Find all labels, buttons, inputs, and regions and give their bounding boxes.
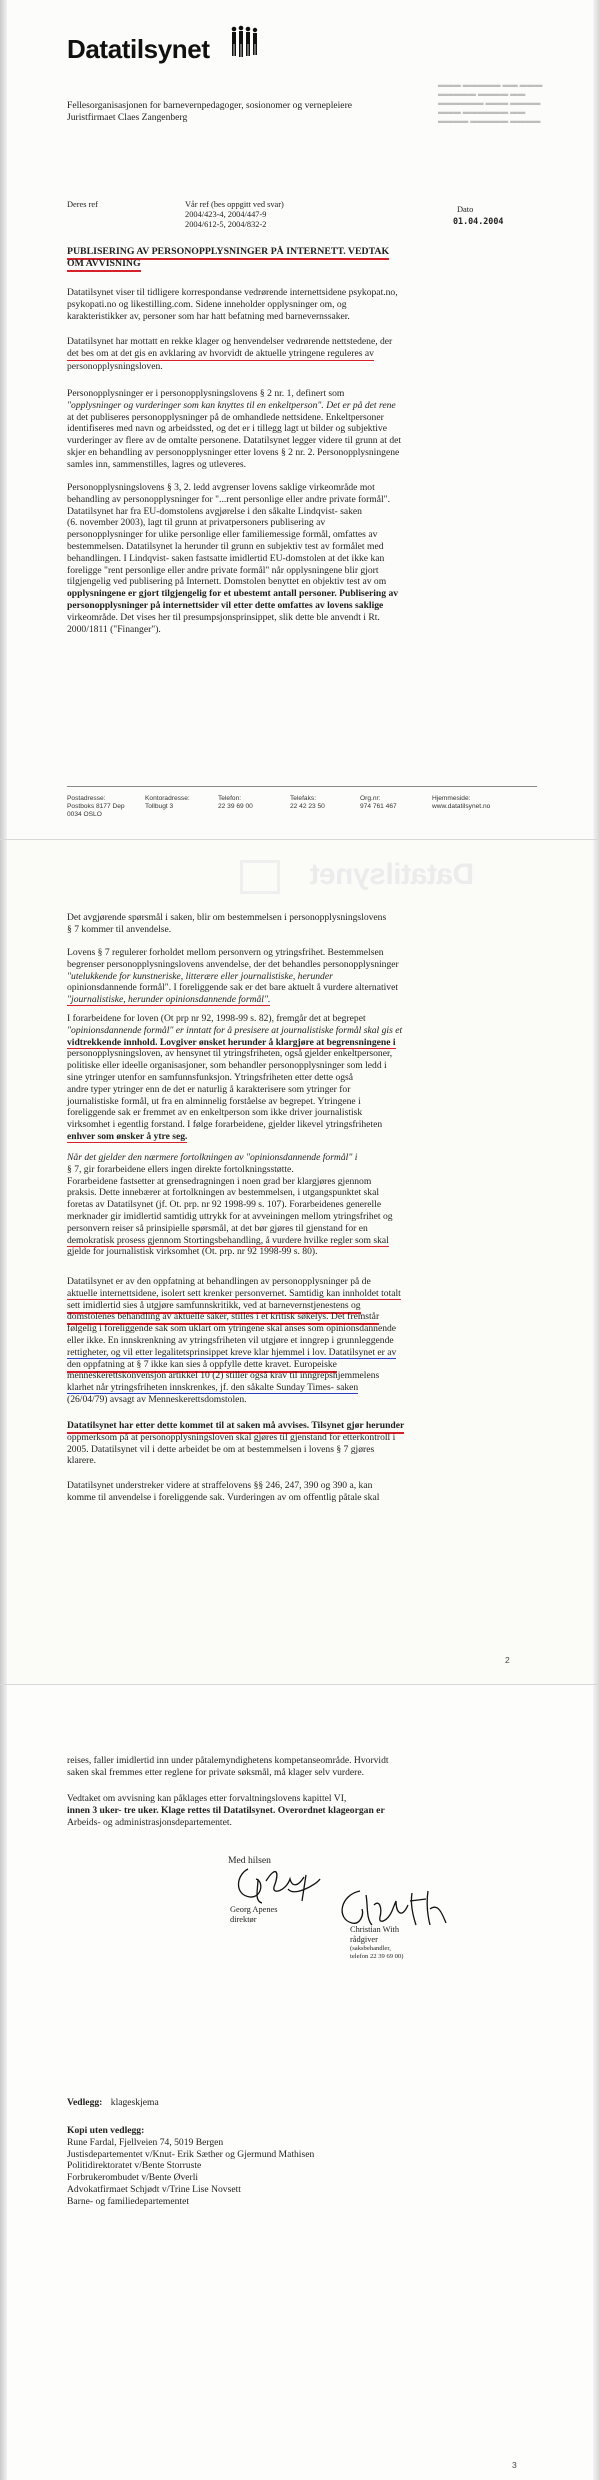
paragraph [67,1152,393,1258]
scan-edge [0,1685,7,2480]
text-line: Lovens § 7 regulerer forholdet mellom personvern og ytringsfrihet. Bestemmelsen [67,947,384,958]
text-line: personopplysninger for ulike personlige eller familiemessige formål, omfattes av [67,529,378,541]
text-line: Datatilsynet har fra EU-domstolens avgjørelse i den såkalte Lindqvist- saken [67,505,362,517]
footer-label: Telefaks: [290,795,317,802]
footer-value: Tollbugt 3 [145,803,174,811]
footer-label: Org.nr: [360,795,381,802]
text-span-underlined: den oppfatning at § 7 ikke kan sies å oppfylle dette kravet. Europeiske [67,1359,337,1373]
text-span-underlined: klarhet når ytringsfriheten innskrenkes, jf. den såkalte Sunday Times- saken [67,1382,359,1394]
page-number: 2 [505,1655,510,1665]
bleed-through-text: ▬▬▬ ▬▬▬▬▬ ▬▬ ▬▬▬ ▬▬▬▬▬ ▬▬▬▬ ▬▬ ▬▬▬▬▬▬ ▬▬▬ ▬▬▬▬ ▬▬▬ ▬▬▬▬▬▬ ▬▬ ▬▬▬▬ ▬▬▬▬▬ ▬▬▬▬ [438,80,543,125]
scan-edge [593,1685,600,2480]
text-line [67,1311,401,1323]
footer-value: Postboks 8177 Dep [67,803,125,811]
list-item: Politidirektoratet v/Bente Storruste [67,2160,202,2172]
text-line: foretas av Datatilsynet (jf. Ot. prp. nr 92 1998-99 s. 107). Forarbeidenes generelle [67,1199,382,1211]
paragraph [67,1276,401,1406]
date-label: Dato [457,205,474,214]
signature-apenes [228,1861,328,1909]
text-line: Forarbeidene fastsetter at grensedragningen i noen grad ber klargjøres gjennom [67,1175,372,1187]
text-line: klarere. [67,1455,97,1467]
text-line: Personopplysningslovens § 3, 2. ledd avgrenser lovens saklige virkeområde mot [67,482,375,493]
signer-note: (saksbehandler, [350,1945,391,1952]
date-stamp: 01.04.2004 [453,216,504,226]
scan-edge [593,840,600,1684]
text-line: følgelig i foreliggende sak som uklart om ytringene skal anses som opinionsdannende [67,1323,397,1335]
text-line: skjer en behandling av personopplysninger etter lovens § 2 nr. 2. Personopplysningene [67,446,400,458]
letter-page-1 [0,0,600,840]
var-ref-label: Vår ref (bes oppgitt ved svar) [185,200,284,209]
footer-value: 22 42 23 50 [290,803,325,811]
recipient-line: Juristfirmaet Claes Zangenberg [67,111,188,123]
text-line: reises, faller imidlertid inn under påtalemyndighetens kompetanseområde. Hvorvidt [67,1755,389,1766]
text-line [67,994,399,1006]
text-line: foreliggende sak er fremmet av en enkeltperson som ikke driver journalistisk [67,1107,363,1119]
text-line: vurderinger av flere av de omtalte personene. Datatilsynet legger videre til grunn at det [67,435,402,447]
paragraph [67,287,398,322]
text-line: merknader gir imidlertid samtidig uttrykk for at avveiningen mellom ytringsfrihet og [67,1210,393,1222]
text-line: personvern reiser så prinsipielle spørsmål, at det bør gjøres til gjenstand for en [67,1222,368,1234]
text-line: behandlingen. I Lindqvist- saken fastsatte imidlertid EU-domstolen at det ikke kan [67,552,385,564]
text-span-underlined: rettigheter, og vil etter legalitetsprinsippet kreve klar hjemmel i lov. Datatilsynet er av [67,1346,397,1358]
signer-name: Christian With [350,1925,400,1934]
list-item: Advokatfirmaet Schjødt v/Trine Lise Novsett [67,2183,241,2195]
letter-page-2 [0,840,600,1685]
text-line: samles inn, sammenstilles, lagres og utleveres. [67,458,247,470]
text-line: praksis. Dette innebærer at fortolkningen av bestemmelsen, i utgangspunktet skal [67,1187,379,1199]
title-line-text: OM AVVISNING [67,258,141,272]
text-line [67,1288,401,1300]
footer-value: 0034 OSLO [67,811,102,819]
text-line: Det avgjørende spørsmål i saken, blir om bestemmelsen i personopplysningslovens [67,912,387,923]
signer-title: direktør [230,1915,257,1924]
footer-value: 974 761 467 [360,803,397,811]
title-line [67,246,389,258]
text-line: virksomhet i egentlig forstand. I følge forarbeidene, gjelder likevel ytringsfriheten [67,1119,383,1131]
text-line: virkeområde. Det vises her til presumpsjonsprinsippet, slik dette ble anvendt i Rt. [67,611,380,623]
paragraph [67,1755,389,1779]
footer-value: www.datatilsynet.no [432,803,491,811]
paragraph [67,388,401,471]
ref-number-line: 2004/612-5, 2004/832-2 [185,220,267,229]
footer-office-address [145,795,190,811]
text-line: "opinionsdannende formål" er inntatt for å presisere at journalistiske formål skal gis et [67,1024,403,1036]
text-line: I forarbeidene for loven (Ot prp nr 92, 1998-99 s. 82), fremgår det at begrepet [67,1013,366,1024]
text-line: opinionsdannende formål". I foreliggende sak er det bare aktuelt å vurdere alternativet [67,982,399,994]
text-span-underlined: Datatilsynet har etter dette kommet til at saken må avvises. Tilsynet gjør herunder [67,1420,404,1434]
text-line: Datatilsynet har mottatt en rekke klager og henvendelser vedrørende nettstedene, der [67,336,393,347]
text-line: Datatilsynet viser til tidligere korrespondanse vedrørende internettsidene psykopat.no, [67,287,398,298]
text-line [67,1131,402,1143]
list-item: Barne- og familiedepartementet [67,2195,189,2207]
scan-edge [0,840,7,1684]
page-number: 3 [512,2460,517,2470]
attachment-label: Vedlegg: [67,2097,103,2108]
list-item: Forbrukerombudet v/Bente Øverli [67,2172,199,2184]
footer-label: Kontoradresse: [145,795,190,802]
paragraph [67,1480,379,1504]
text-line: identifiseres med navn og arbeidssted, og det er i tillegg lagt ut bilder og subjektive [67,423,387,435]
text-line: 2005. Datatilsynet vil i dette arbeidet be om at bestemmelsen i lovens § 7 gjøres [67,1443,375,1455]
footer-fax [290,795,325,811]
people-figures-logo-icon [230,24,260,60]
text-line: sine ytringer utenfor en samfunnsfunksjon. Ytringsfriheten etter dette også [67,1071,354,1083]
letter-page-3 [0,1685,600,2480]
text-line: politiske eller ideelle organisasjoner, som behandler personopplysninger som ledd i [67,1060,387,1072]
bleed-through-logo-text: Datatilsynet [310,858,475,891]
footer-homepage [432,795,490,811]
paragraph [67,947,399,1006]
text-line: (26/04/79) avsagt av Menneskerettsdomstolen. [67,1393,247,1405]
paragraph [67,482,398,635]
paragraph [67,912,386,936]
text-line [67,1037,402,1049]
signer-note: telefon 22 39 69 00) [350,1953,404,1960]
greeting: Med hilsen [228,1855,271,1866]
text-line [67,1235,393,1247]
attachment-line [67,2097,159,2109]
scan-edge [593,0,600,839]
signer-title: rådgiver [350,1935,378,1944]
footer-postal-address [67,795,125,820]
text-line: eller ikke. En innskrenkning av ytringsfriheten vil utgjøre et inngrep i grunnleggende [67,1334,394,1346]
text-span-underlined: aktuelle internettsidene, isolert sett krenker personvernet. Samtidig kan innholdet totalt [67,1287,401,1299]
text-line: Datatilsynet understreker videre at straffelovens §§ 246, 247, 390 og 390 a, kan [67,1480,373,1491]
signer-block [230,1905,278,1925]
text-line: "utelukkende for kunstneriske, litterære eller journalistiske, herunder [67,970,333,982]
signer-block [350,1925,403,1961]
footer-label: Telefon: [218,795,242,802]
text-line [67,1382,401,1394]
text-line: personopplysningsloven. [67,360,163,372]
paragraph [67,336,392,372]
text-line: opplysningene er gjort tilgjengelig for et ubestemt antall personer. Publisering av [67,588,399,600]
paragraph [67,1013,402,1143]
text-line: behandling av personopplysninger for "...rent personlige eller andre private formål". [67,493,390,505]
text-line: psykopati.no og likestilling.com. Sidene inneholder opplysninger om, og [67,298,347,310]
text-line: bestemmelsen. Datatilsynet la herunder til grunn en subjektiv test av formålet med [67,540,384,552]
footer-divider [67,786,537,787]
text-span-underlined: sett imidlertid sies å utgjøre samfunnskritikk, ved at barnevernstjenestens og [67,1300,361,1314]
copy-recipients [67,2125,314,2208]
text-line: saken skal fremmes etter reglene for private søksmål, må klager selv vurdere. [67,1766,365,1778]
copy-heading: Kopi uten vedlegg: [67,2125,145,2136]
text-line: karakteristikker av, personer som har hatt befatning med barnevernssaker. [67,310,350,322]
text-line: "opplysninger og vurderinger som kan knyttes til en enkeltperson". Det er på det rene [67,399,396,411]
footer-label: Hjemmeside: [432,795,471,802]
footer-value: 22 39 69 00 [218,803,253,811]
text-line [67,1420,404,1432]
datatilsynet-logo-text: Datatilsynet [67,34,210,64]
list-item: Justisdepartementet v/Knut- Erik Sæther og Gjermund Mathisen [67,2148,315,2160]
deres-ref-label: Deres ref [67,200,98,209]
text-line: andre typer ytringer enn de det er naturlig å karakterisere som ytringer for [67,1083,351,1095]
text-line: personopplysningsloven, av hensynet til ytringsfriheten, også gjelder enkeltpersoner, [67,1048,393,1060]
footer-label: Postadresse: [67,795,106,802]
text-line: § 7, gir forarbeidene ellers ingen direkte fortolkningsstøtte. [67,1163,294,1175]
text-line: innen 3 uker- tre uker. Klage rettes til Datatilsynet. Overordnet klageorgan er [67,1804,385,1816]
text-line: gjelde for journalistisk virksomhet (Ot. prp. nr 92 1998-99 s. 80). [67,1246,318,1258]
text-line: Datatilsynet er av den oppfatning at behandlingen av personopplysninger på de [67,1276,371,1287]
text-span-underlined: vidtrekkende innhold. Lovgiver ønsket herunder å klargjøre at begrensningene i [67,1036,396,1048]
text-line: (6. november 2003), lagt til grunn at privatpersoners publisering av [67,517,326,529]
text-line [67,1347,401,1359]
letter-title [67,246,389,270]
recipient-line: Fellesorganisasjonen for barnevernpedagoger, sosionomer og vernepleiere [67,100,353,111]
text-line: Personopplysninger er i personopplysningslovens § 2 nr. 1, definert som [67,388,345,399]
text-line: Arbeids- og administrasjonsdepartementet. [67,1816,232,1828]
text-line [67,1359,401,1371]
text-line: komme til anvendelse i foreliggende sak. Vurderingen av om offentlig påtale skal [67,1491,380,1503]
text-line: journalistiske formål, ut fra en alminnelig forståelse av begrepet. Ytringene i [67,1095,361,1107]
text-line: menneskerettskonvensjon artikkel 10 (2) stiller også krav til inngrepshjemmelens [67,1370,380,1382]
text-line: Vedtaket om avvisning kan påklages etter forvaltningslovens kapittel VI, [67,1793,347,1804]
text-line [67,1300,401,1312]
ref-number-line: 2004/423-4, 2004/447-9 [185,210,267,219]
text-line: 2000/1811 ("Finanger"). [67,623,161,635]
text-span-underlined: domstolenes behandling av aktuelle saker, stilles i et kritisk søkelys. Det fremstår [67,1311,379,1325]
recipient-block [67,100,352,124]
scan-edge [0,0,7,839]
text-line: personopplysninger på internettsider vil etter dette omfattes av lovens saklige [67,599,384,611]
text-span-underlined: enhver som ønsker å ytre seg. [67,1130,188,1142]
text-span-underlined: "journalistiske, herunder opinionsdannende formål". [67,994,271,1006]
signer-name: Georg Apenes [230,1905,278,1914]
footer-org-number [360,795,397,811]
list-item: Rune Fardal, Fjellveien 74, 5019 Bergen [67,2136,224,2148]
bleed-through-logo-mark [240,860,280,894]
footer-phone [218,795,253,811]
text-line: tilgjengelig ved publisering på Internett. Domstolen benyttet en objektiv test av om [67,576,387,588]
text-line: begrenser personopplysningslovens anvendelse, der det behandles personopplysninger [67,958,399,970]
text-line-underlined: det bes om at det gis en avklaring av hvorvidt de aktuelle ytringene reguleres av [67,347,374,359]
text-line: § 7 kommer til anvendelse. [67,923,172,935]
title-line-text: PUBLISERING AV PERSONOPPLYSNINGER PÅ INTERNETT. VEDTAK [67,246,389,260]
attachment-value: klageskjema [110,2097,159,2108]
paragraph [67,1420,404,1467]
text-line: at det publiseres personopplysninger på de omhandlede nettsidene. Enkeltpersoner [67,411,384,423]
text-span-underlined: demokratisk prosess gjennom Stortingsbehandling, å vurdere hvilke regler som skal [67,1234,389,1246]
text-line: oppmerksom på at personopplysningsloven skal gjøres til gjenstand for etterkontroll i [67,1431,396,1443]
text-line: Når det gjelder den nærmere fortolkningen av "opinionsdannende formål" i [67,1152,358,1163]
text-line: foreligge "rent personlige eller andre private formål" når opplysningene blir gjort [67,564,379,576]
paragraph [67,1793,385,1828]
